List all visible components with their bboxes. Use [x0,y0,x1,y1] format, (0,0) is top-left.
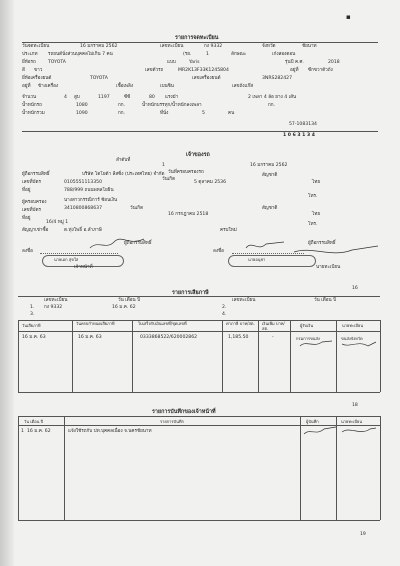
possessor-dob: 16 กรกฎาคม 2518 [168,212,209,217]
plate-number: กง 9332 [204,44,223,49]
type-code-label: (รย. [183,52,192,57]
tax-col-date: วัน เดือน ปี [118,298,141,303]
tax-page-number: 16 [352,286,358,291]
notes-col-border [64,416,65,520]
tax-row-registrar: ขนส่งจังหวัด [341,336,363,341]
type-code: 1 [206,52,209,57]
model-label: แบบ [167,60,176,65]
vehicle-weight: 1080 [76,103,88,108]
tax-h-receipt: ใบเสร็จรับเงินเลขที่/ชุดเลขที่ [138,321,187,326]
weight-label: น้ำหนักรถ [22,103,42,108]
notes-col-border [300,416,301,520]
province-label: จังหวัด [262,44,276,49]
color: ขาว [34,68,43,73]
holder-address: 788/999 ถนนพหลโยธิน [64,188,114,193]
vehicle-char: เก๋งสองตอน [272,52,296,57]
sig-right-signature [244,238,288,254]
engine-cc: 1197 [98,95,110,100]
tax-col-border [72,320,73,392]
possessor-id: 3410800868637 [64,206,102,211]
seats-label: ที่นั่ง [160,111,169,116]
tax-col-border [380,320,381,392]
tax-row1-plate: กง 9332 [44,305,63,310]
sig-left-role: ผู้ถือกรรมสิทธิ์ [124,241,152,246]
possessor-nat-label: สัญชาติ [262,206,278,211]
gross-unit: กก. [118,111,126,116]
tax-row2-no: 2. [222,305,227,310]
gas-tank-label: เลขถังแก๊ส [232,84,254,89]
reg-date: 16 มกราคม 2562 [80,44,118,49]
tax-row4-no: 4. [222,312,227,317]
tax-h-registrar: นายทะเบียน [342,323,364,328]
engine-no-label: เลขเครื่องยนต์ [192,76,221,81]
chassis-label: เลขตัวรถ [145,68,164,73]
notes-col-border [380,416,381,520]
possess-date: 16 มกราคม 2562 [250,163,288,168]
tax-receiver-signature [298,338,334,350]
holder-addr-label: ที่อยู่ [22,188,31,193]
note-officer-signature [302,424,338,438]
note-row-no: 1 [21,429,24,434]
tax-table-bottom [18,392,380,393]
engine-brand: TOYOTA [90,76,108,81]
tax-row-receipt: 0333868522/620002862 [140,335,198,340]
possessor-name: นางสาวกรรณิการ์ ซ้อนเงิน [64,198,118,203]
holder-id-label: เลขที่บัตร [22,180,41,185]
holder-nat-label: สัญชาติ [262,173,278,178]
divider [18,296,380,297]
notes-col-date: วัน เดือน ปี [24,419,44,424]
tax-col-border [290,320,291,392]
cylinders-unit: สูบ [74,95,80,100]
model-year: 2018 [328,60,340,65]
tax-col-plate: เลขทะเบียน [44,298,68,303]
engine-number: 3NRS282427 [262,76,293,81]
gross-label: น้ำหนักรวม [22,111,45,116]
sig-left-position: เจ้าหน้าที่ [74,265,93,270]
notes-col-border [18,416,19,520]
tax-row-fine: - [272,335,274,340]
possessor-addr-label: ที่อยู่ [22,216,31,221]
sig-right-role: ผู้ถือกรรมสิทธิ์ [308,241,336,246]
notes-table-top [18,416,380,417]
possess-date-label: วันที่ครอบครองรถ [168,170,204,175]
cylinders-label: จำนวน [22,95,37,100]
owner-heading: เจ้าของรถ [186,152,210,158]
cc-unit: ซีซี [124,95,131,100]
horsepower: 80 [149,95,155,100]
note-row-text: แจ้งใช้รถกับ ปท.บุคคลเนื่อง จ.นครชัยนาท [68,429,152,434]
scan-edge-shadow [0,0,14,566]
notes-col-officer: ผู้บันทึก [306,419,319,424]
brand: TOYOTA [48,60,66,65]
chassis-location: ซีกขวาตัวถัง [308,68,333,73]
load-unit: กก. [268,103,276,108]
brand-label: ยี่ห้อรถ [22,60,36,65]
tax-col-border [132,320,133,392]
fuel-label: เชื้อเพลิง [116,84,134,89]
corner-mark: ▪ [346,13,351,21]
possessor-address: 16/4 หมู่ 1 [46,220,69,225]
registration-heading: รายการจดทะเบียน [175,35,219,41]
tax-h-tax: ค่าภาษี บาท/สต. [226,321,255,326]
tax-row-receiver: กรมการขนส่ง [296,336,320,341]
plate-label: เลขทะเบียน [160,44,184,49]
engine-loc-label: อยู่ที่ [22,84,31,89]
holder-dob-label: วันเกิด [162,177,176,182]
vehicle-type: รถยนต์นั่งส่วนบุคคลไม่เกิน 7 คน [48,52,113,57]
holder-nationality: ไทย [312,180,321,185]
tax-h-date: วันเสียภาษี [22,323,41,328]
footer-page-number: 19 [360,532,366,537]
owner-order-label: ลำดับที่ [116,158,131,163]
possessor-label: ผู้ครอบครอง [22,200,47,205]
holder-dob: 5 ตุลาคม 2536 [194,180,227,185]
notes-heading: รายการบันทึกของเจ้าหน้าที่ [152,409,216,415]
chassis-number: MR2K13F33K1245804 [178,68,229,73]
possessor-id-label: เลขที่บัตร [22,208,41,213]
contract-label: สัญญาเช่าซื้อ [22,228,49,233]
tax-col-border [18,320,19,392]
sig-left-label: ลงชื่อ [22,249,33,254]
holder-tel-label: โทร. [308,194,318,199]
note-row-date: 16 ม.ค. 62 [27,429,51,434]
holder-label: ผู้ถือกรรมสิทธิ์ [22,172,50,177]
contract-status: ครบใหม่ [220,228,237,233]
possessor-address-2: ต.ทุ่งโพธิ์ อ.ลำภาษี [64,228,102,233]
side-code: 1 0 6 3 1 3 4 [283,133,315,138]
tax-h-expiry: วันครบกำหนดเสียภาษี [76,321,115,326]
notes-table-bottom [18,520,380,521]
chassis-loc-label: อยู่ที่ [290,68,299,73]
holder-name: บริษัท โตโยต้า ลีสซิ่ง (ประเทศไทย) จำกัด [82,172,165,177]
sig-right-position: นายทะเบียน [316,265,341,270]
color-label: สี [22,68,25,73]
type-label: ประเภท [22,52,38,57]
possessor-dob-label: วันเกิด [130,206,144,211]
sig-right-label: ลงชื่อ [213,249,224,254]
notes-col-item: รายการบันทึก [160,419,184,424]
tax-col-border [222,320,223,392]
tax-h-fine: เงินเพิ่ม บาท/สต. [262,321,285,331]
sig-right-name: นายอนุชา [248,257,266,262]
document-serial: 57-1083134 [289,122,317,127]
axles-wheels: 2 เพลา 4 ล้อ ยาง 4 เส้น [248,95,297,100]
model: Yaris [189,60,200,65]
tax-row1-date: 16 ม.ค. 62 [112,305,136,310]
tax-col-date-2: วัน เดือน ปี [314,298,337,303]
tax-col-border [336,320,337,392]
engine-location: ข้างเครื่อง [38,84,59,89]
weight-unit: กก. [118,103,126,108]
note-registrar-signature [340,424,378,438]
tax-registrar-signature [340,338,378,350]
hp-unit: แรงม้า [165,95,179,100]
tax-row-amount: 1,185.50 [228,335,249,340]
load-label: น้ำหนักบรรทุก/น้ำหนักลงเพลา [142,103,202,108]
gross-weight: 1090 [76,111,88,116]
holder-id: 0105551113350 [64,180,102,185]
year-label: รุ่นปี ค.ศ. [285,60,304,65]
sig-left-signature [88,236,148,252]
divider [22,131,378,132]
tax-row1-no: 1. [30,305,35,310]
notes-page-number: 18 [352,403,358,408]
char-label: ลักษณะ [231,52,247,57]
seats: 5 [202,111,205,116]
owner-order: 1 [162,163,165,168]
reg-date-label: วันจดทะเบียน [22,44,50,49]
sig-right-stamp [228,255,316,267]
sig-left-line [40,253,118,254]
province: ชัยนาท [302,44,317,49]
tax-col-plate-2: เลขทะเบียน [232,298,256,303]
tax-col-border [258,320,259,392]
tax-h-receiver: ผู้รับเงิน [300,323,314,328]
fuel: เบนซิน [160,84,174,89]
tax-row-expiry: 16 ม.ค. 63 [78,335,102,340]
sig-left-name: นายเอก สุขใส [54,257,79,262]
tax-row-date: 16 ม.ค. 63 [22,335,46,340]
seats-unit: คน [228,111,235,116]
tax-heading: รายการเสียภาษี [172,290,209,296]
possessor-nationality: ไทย [312,212,321,217]
notes-col-registrar: นายทะเบียน [341,419,363,424]
divider [22,42,378,43]
cylinders: 4 [64,95,67,100]
possessor-tel-label: โทร. [308,222,318,227]
tax-row3-no: 3. [30,312,35,317]
engine-brand-label: ยี่ห้อเครื่องยนต์ [22,76,52,81]
